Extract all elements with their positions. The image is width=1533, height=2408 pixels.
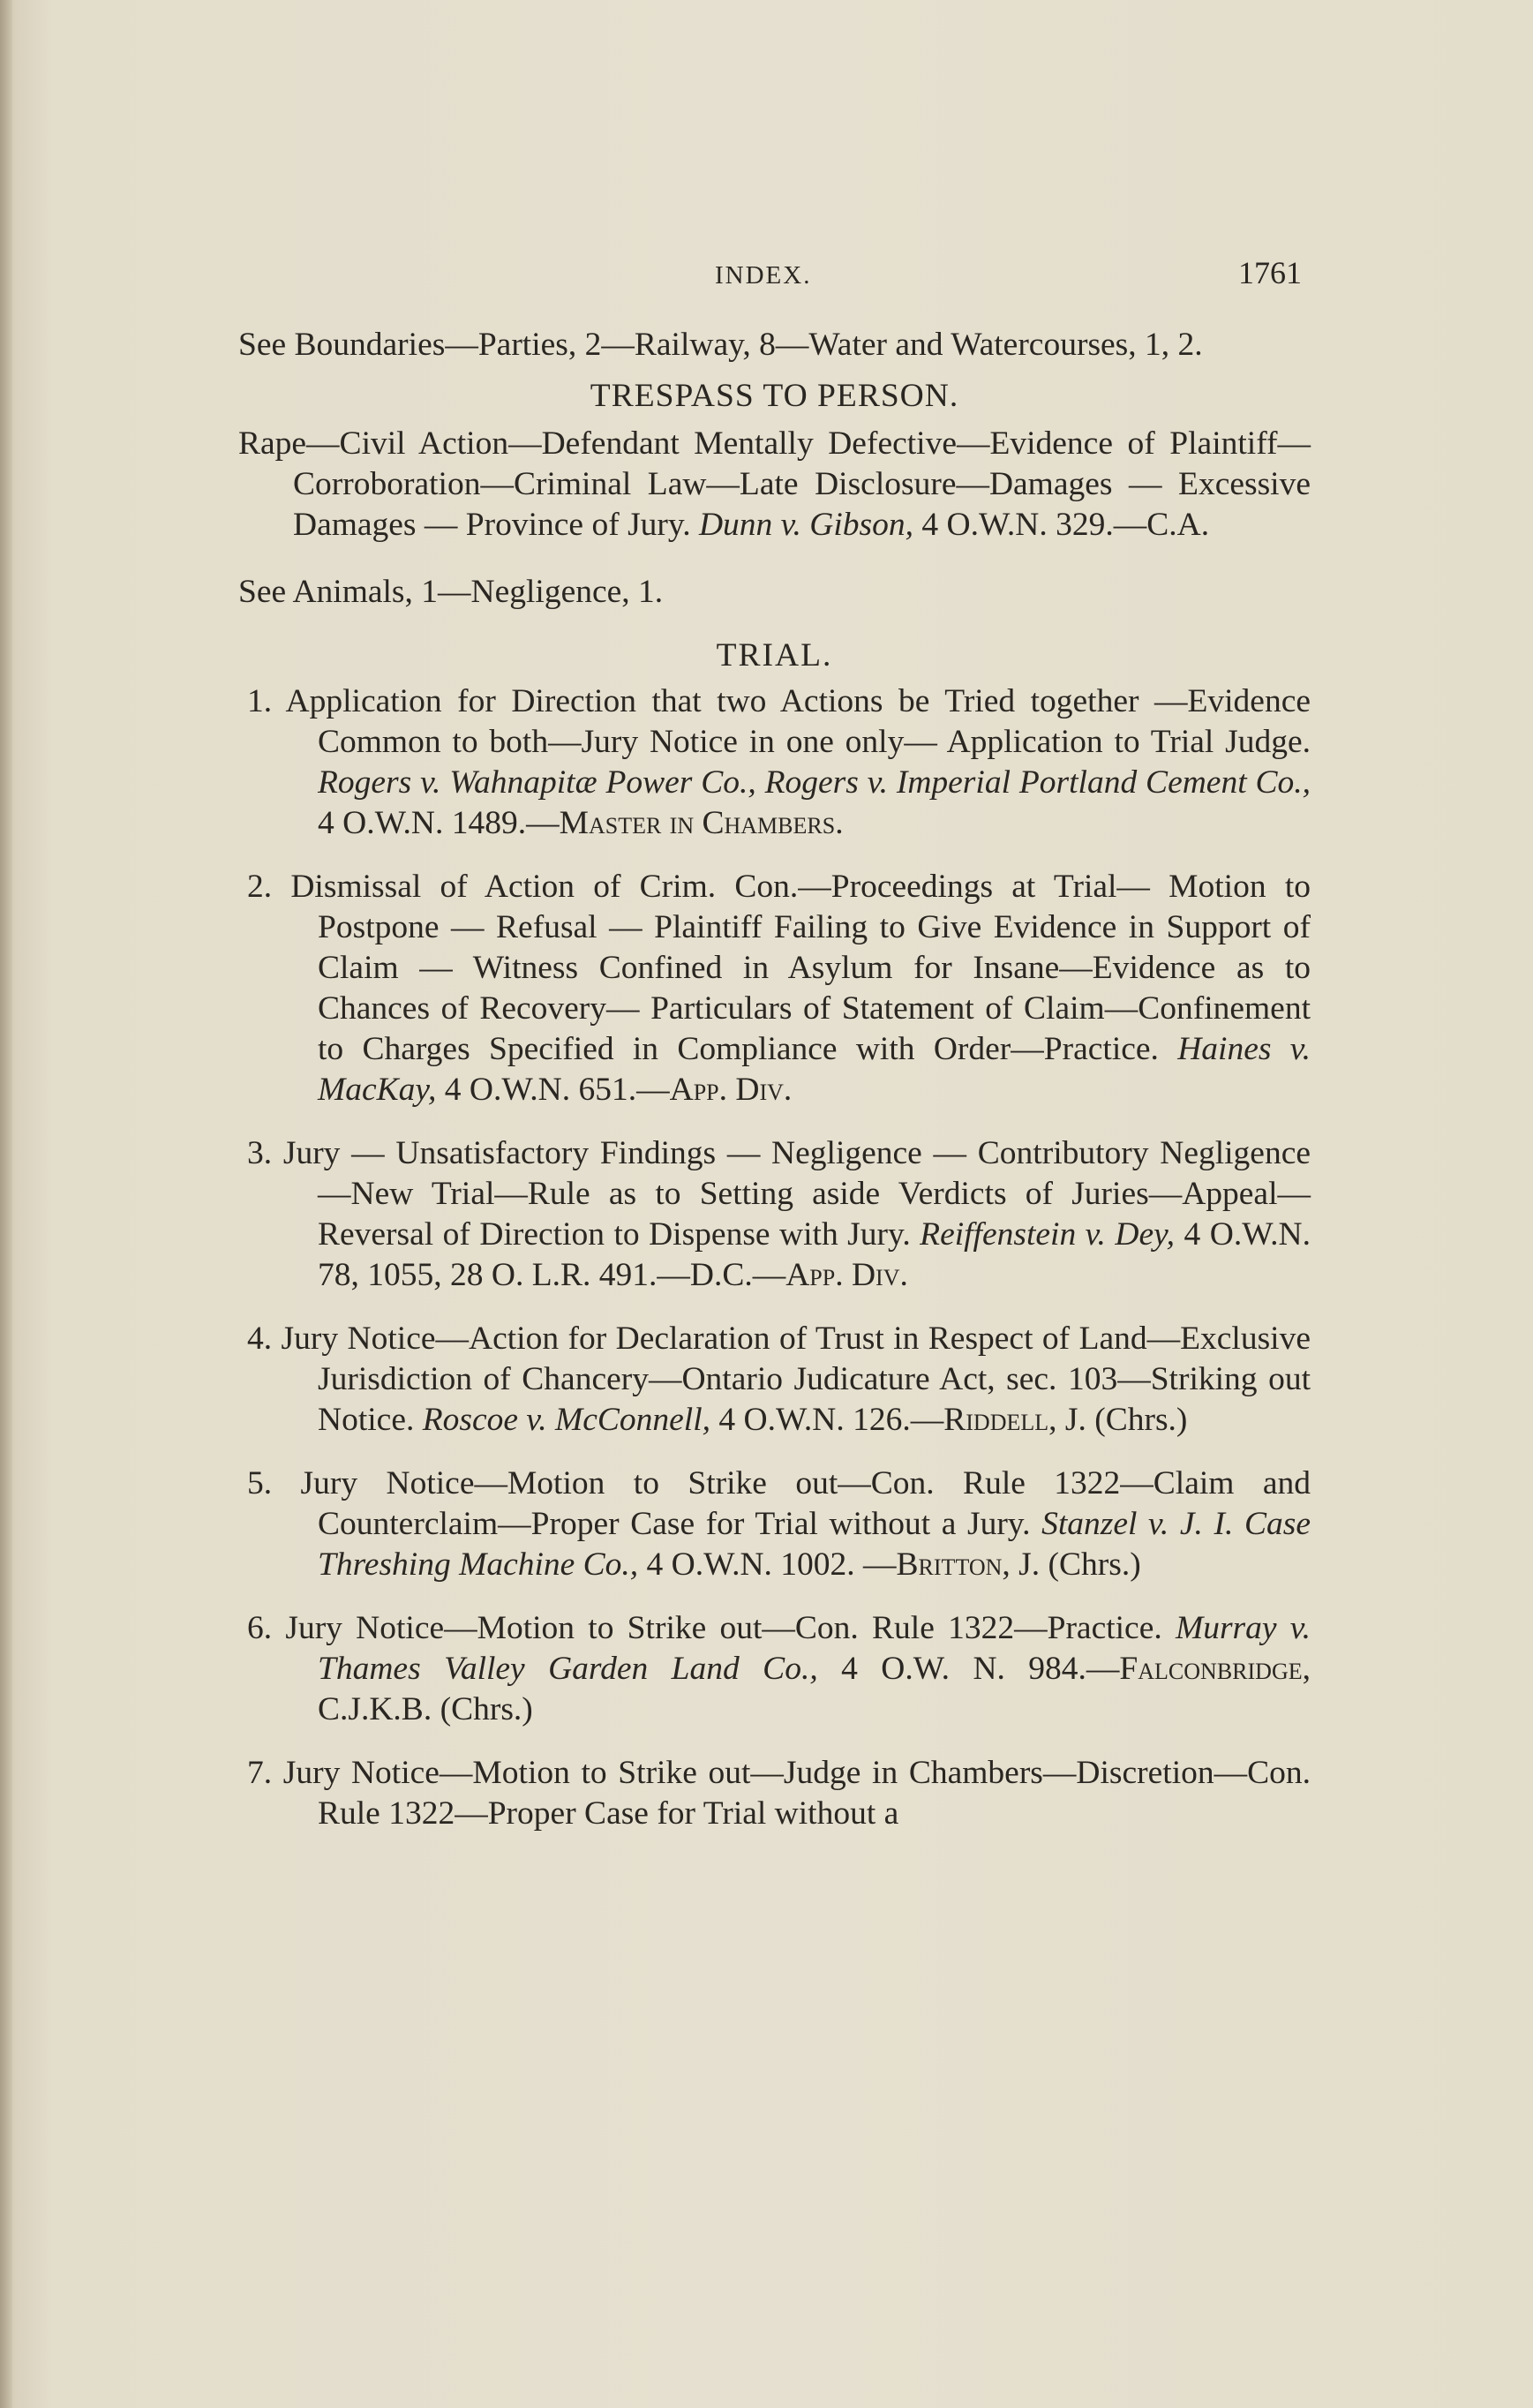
chambers-note: (Chrs.) [1086,1402,1188,1438]
chambers-note: (Chrs.) [432,1691,533,1727]
entry-text: 5. Jury Notice—Motion to Strike out—Con. Rule 1322—Claim and Counterclaim—Proper Case for Trial without a Jury. [247,1465,1311,1542]
trial-entry-6 [238,1608,1311,1730]
see-animals-reference: See Animals, 1—Negligence, 1. [238,574,664,610]
citation: 4 O.W.N. 78, 1055, 28 O. L.R. 491.—D.C.— [318,1216,1311,1293]
court-name: Master in Chambers. [559,805,844,841]
entry-text: 3. Jury — Unsatisfactory Findings — Negligence — Contributory Negligence—New Trial—Rule as to Setting aside Verdicts of Juries—Appeal— Reversal of Direction to Dispense with Jury. [247,1135,1311,1253]
judge-name: Britton, J. [896,1546,1041,1583]
entry-text: 6. Jury Notice—Motion to Strike out—Con. Rule 1322—Practice. [247,1610,1176,1646]
entry-text: 2. Dismissal of Action of Crim. Con.—Proceedings at Trial— Motion to Postpone — Refusal — Plaintiff Failing to Give Evidence in Support of Claim — Witness Confined in Asylum for Insane—Evidence as to Chances of Recovery— Particulars of Statement of Claim—Confinement to Charges Specified in Compliance with Order—Practice. [247,869,1311,1067]
case-name: Dunn v. Gibson, [698,507,914,543]
trial-entry-5 [238,1464,1311,1585]
section-heading-trial: TRIAL. [716,637,833,673]
index-content [238,325,1311,1857]
case-name: Stanzel v. J. I. Case Threshing Machine Co., [318,1506,1311,1583]
entry-text: 1. Application for Direction that two Actions be Tried together —Evidence Common to both—Jury Notice in one only— Application to Trial Judge. [247,683,1311,760]
chambers-note: (Chrs.) [1040,1546,1141,1583]
running-title: INDEX. [715,261,812,290]
trial-entry-4 [238,1319,1311,1441]
judge-name: Riddell, J. [943,1402,1086,1438]
book-spine-shadow [0,0,12,2408]
case-name: Haines v. MacKay, [318,1031,1311,1108]
citation: 4 O.W.N. 651.— [436,1072,670,1108]
citation: 4 O.W.N. 126.— [710,1402,944,1438]
case-name: Reiffenstein v. Dey, [920,1216,1176,1253]
citation: 4 O.W.N. 1489.— [318,805,560,841]
trial-entry-3 [238,1133,1311,1296]
court-name: App. Div. [785,1257,908,1293]
case-name: Roscoe v. McConnell, [422,1402,710,1438]
page-number: 1761 [1238,255,1302,290]
case-name: Rogers v. Wahnapitæ Power Co., Rogers v. Imperial Portland Cement Co., [318,764,1311,801]
entry-rape [238,424,1311,546]
trial-entry-7 [238,1753,1311,1834]
citation: 4 O.W.N. 329.—C.A. [913,507,1210,543]
page-header [238,254,1311,298]
citation: 4 O.W.N. 1002. — [638,1546,897,1583]
trial-entry-2 [238,867,1311,1110]
trial-entry-1 [238,681,1311,844]
see-boundaries-reference: See Boundaries—Parties, 2—Railway, 8—Water and Watercourses, 1, 2. [238,327,1203,363]
judge-name: Falconbridge, C.J.K.B. [318,1651,1311,1727]
entry-text: 7. Jury Notice—Motion to Strike out—Judge in Chambers—Discretion—Con. Rule 1322—Proper Case for Trial without a [247,1755,1311,1832]
case-name: Murray v. Thames Valley Garden Land Co., [318,1610,1311,1687]
entry-text: 4. Jury Notice—Action for Declaration of Trust in Respect of Land—Exclusive Jurisdiction of Chancery—Ontario Judicature Act, sec. 103—Striking out Notice. [247,1321,1311,1438]
entry-text: Rape—Civil Action—Defendant Mentally Defective—Evidence of Plaintiff—Corroboration—Criminal Law—Late Disclosure—Damages — Excessive Damages — Province of Jury. [238,425,1311,543]
section-heading-trespass: TRESPASS TO PERSON. [590,378,959,414]
court-name: App. Div. [669,1072,793,1108]
citation: 4 O.W. N. 984.— [817,1651,1120,1687]
